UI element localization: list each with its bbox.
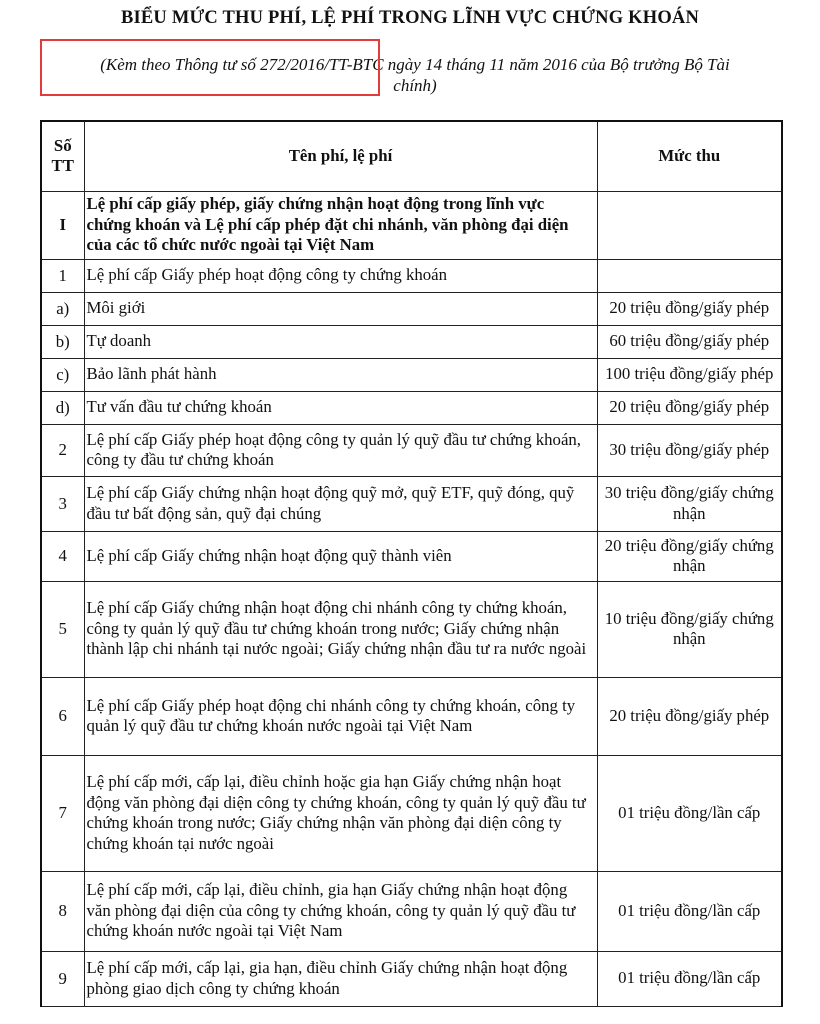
row-fee: 20 triệu đồng/giấy phép	[597, 677, 782, 755]
row-fee: 30 triệu đồng/giấy chứng nhận	[597, 476, 782, 531]
table-row	[41, 871, 782, 951]
row-number: d)	[41, 391, 84, 424]
table-row	[41, 259, 782, 292]
row-fee	[597, 259, 782, 292]
row-name: Môi giới	[84, 292, 597, 325]
table-row	[41, 358, 782, 391]
row-name: Bảo lãnh phát hành	[84, 358, 597, 391]
row-name: Lệ phí cấp mới, cấp lại, gia hạn, điều chỉnh Giấy chứng nhận hoạt động phòng giao dịch công ty chứng khoán	[84, 951, 597, 1006]
row-number: 6	[41, 677, 84, 755]
header-no-line-1: Số	[53, 136, 72, 156]
row-fee: 60 triệu đồng/giấy phép	[597, 325, 782, 358]
document-title: BIỂU MỨC THU PHÍ, LỆ PHÍ TRONG LĨNH VỰC CHỨNG KHOÁN	[120, 8, 700, 28]
row-fee	[597, 191, 782, 259]
table-row	[41, 191, 782, 259]
table-row	[41, 677, 782, 755]
row-name: Lệ phí cấp Giấy phép hoạt động công ty chứng khoán	[84, 259, 597, 292]
table-row	[41, 424, 782, 476]
row-name: Lệ phí cấp Giấy phép hoạt động công ty quản lý quỹ đầu tư chứng khoán, công ty đầu tư chứng khoán	[84, 424, 597, 476]
row-name: Lệ phí cấp Giấy chứng nhận hoạt động quỹ mở, quỹ ETF, quỹ đóng, quỹ đầu tư bất động sản, quỹ đại chúng	[84, 476, 597, 531]
row-name: Tự doanh	[84, 325, 597, 358]
red-highlight-box	[40, 39, 380, 96]
table-row	[41, 531, 782, 581]
row-number: 2	[41, 424, 84, 476]
row-fee: 10 triệu đồng/giấy chứng nhận	[597, 581, 782, 677]
row-fee: 01 triệu đồng/lần cấp	[597, 951, 782, 1006]
table-row	[41, 755, 782, 871]
row-number: b)	[41, 325, 84, 358]
row-number: a)	[41, 292, 84, 325]
row-number: 5	[41, 581, 84, 677]
row-number: I	[41, 191, 84, 259]
row-fee: 20 triệu đồng/giấy chứng nhận	[597, 531, 782, 581]
row-name: Tư vấn đầu tư chứng khoán	[84, 391, 597, 424]
header-fee: Mức thu	[597, 121, 782, 191]
row-fee: 01 triệu đồng/lần cấp	[597, 755, 782, 871]
row-name: Lệ phí cấp Giấy chứng nhận hoạt động quỹ thành viên	[84, 531, 597, 581]
row-number: 4	[41, 531, 84, 581]
row-number: 8	[41, 871, 84, 951]
row-fee: 100 triệu đồng/giấy phép	[597, 358, 782, 391]
table-header-row	[41, 121, 782, 191]
row-name: Lệ phí cấp Giấy chứng nhận hoạt động chi nhánh công ty chứng khoán, công ty quản lý quỹ đầu tư chứng khoán trong nước; Giấy chứng nhận thành lập chi nhánh tại nước ngoài; Giấy chứng nhận đầu tư ra nước ngoài	[84, 581, 597, 677]
table-row	[41, 292, 782, 325]
row-fee: 01 triệu đồng/lần cấp	[597, 871, 782, 951]
subtitle-line-2: chính)	[393, 76, 437, 95]
table-row	[41, 476, 782, 531]
row-number: 7	[41, 755, 84, 871]
table-row	[41, 391, 782, 424]
row-name: Lệ phí cấp Giấy phép hoạt động chi nhánh công ty chứng khoán, công ty quản lý quỹ đầu tư chứng khoán nước ngoài tại Việt Nam	[84, 677, 597, 755]
row-fee: 20 triệu đồng/giấy phép	[597, 292, 782, 325]
row-name: Lệ phí cấp mới, cấp lại, điều chỉnh hoặc gia hạn Giấy chứng nhận hoạt động văn phòng đại diện công ty chứng khoán, công ty quản lý quỹ đầu tư chứng khoán trong nước; Giấy chứng nhận văn phòng đại diện công ty chứng khoán tại nước ngoài	[84, 755, 597, 871]
row-fee: 20 triệu đồng/giấy phép	[597, 391, 782, 424]
header-name: Tên phí, lệ phí	[84, 121, 597, 191]
row-number: 1	[41, 259, 84, 292]
subtitle-line-1: (Kèm theo Thông tư số 272/2016/TT-BTC ngày 14 tháng 11 năm 2016 của Bộ trưởng Bộ Tài	[100, 55, 730, 74]
row-fee: 30 triệu đồng/giấy phép	[597, 424, 782, 476]
table-row	[41, 325, 782, 358]
row-number: 3	[41, 476, 84, 531]
row-number: 9	[41, 951, 84, 1006]
header-no	[41, 121, 84, 191]
row-name: Lệ phí cấp giấy phép, giấy chứng nhận hoạt động trong lĩnh vực chứng khoán và Lệ phí cấp phép đặt chi nhánh, văn phòng đại diện của các tổ chức nước ngoài tại Việt Nam	[84, 191, 597, 259]
row-name: Lệ phí cấp mới, cấp lại, điều chỉnh, gia hạn Giấy chứng nhận hoạt động văn phòng đại diện của công ty chứng khoán, công ty quản lý quỹ đầu tư chứng khoán nước ngoài tại Việt Nam	[84, 871, 597, 951]
fee-table	[40, 120, 783, 1007]
table-row	[41, 581, 782, 677]
row-number: c)	[41, 358, 84, 391]
table-row	[41, 951, 782, 1006]
header-no-line-2: TT	[51, 156, 74, 176]
